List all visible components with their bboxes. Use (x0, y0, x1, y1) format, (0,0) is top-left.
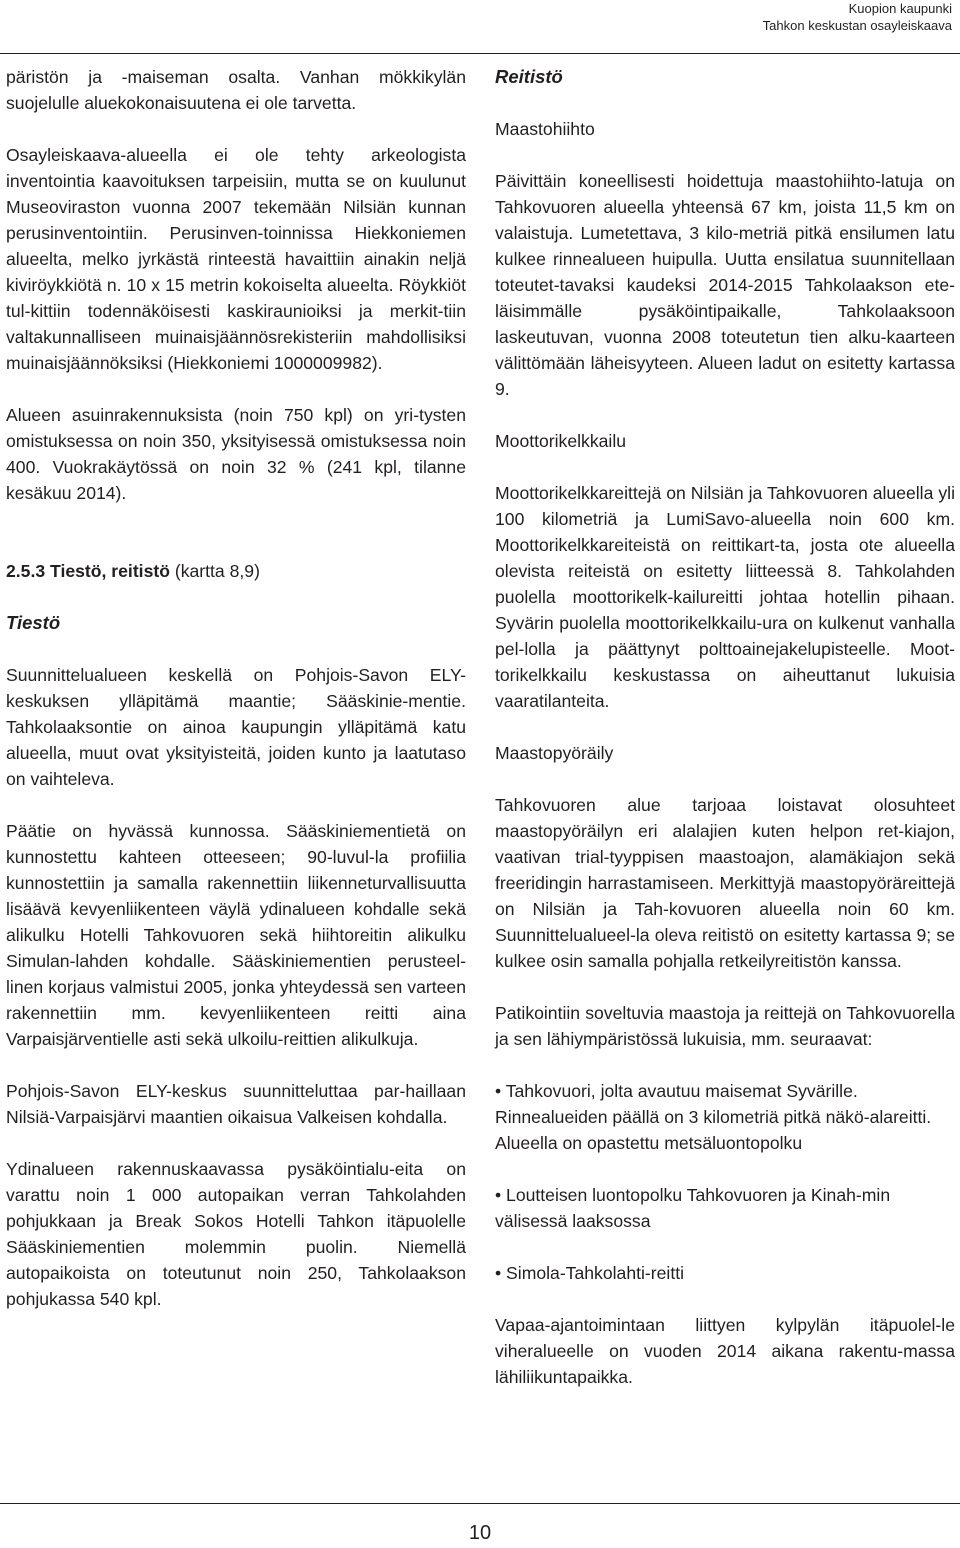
paragraph: Moottorikelkkareittejä on Nilsiän ja Tahkovuoren alueella yli 100 kilometriä ja LumiSavo-alueella noin 600 km. Moottorikelkkareiteistä on reittikart-ta, josta ote alueella olevista reiteistä on esitetty liitteessä 8. Tahkolahden puolella moottorikelk-kailureitti johtaa hotellin pihaan. Syvärin puolella moottorikelkkailu-ura on kulkenut vanhalla pel-lolla ja päättynyt polttoainejakelupisteelle. Moot-torikelkkailu keskustassa on aiheuttanut lukuisia vaaratilanteita. (495, 483, 955, 711)
subheading-reitisto: Reitistö (495, 66, 563, 87)
paragraph: Suunnittelualueen keskellä on Pohjois-Savon ELY-keskuksen ylläpitämä maantie; Sääskinie-mentie. Tahkolaaksontie on ainoa kaupungin ylläpitämä katu alueella, muut ovat yksityisteitä, joiden kunto ja laatutaso on vaihteleva. (6, 665, 466, 789)
paragraph: Ydinalueen rakennuskaavassa pysäköintialu-eita on varattu noin 1 000 autopaikan verran Tahkolahden pohjukkaan ja Break Sokos Hotelli Tahkon itäpuolelle Sääskiniementien molemmin puolin. Niemellä autopaikoista on toteutunut noin 250, Tahkolaakson pohjukassa 540 kpl. (6, 1159, 466, 1309)
page-header (763, 0, 952, 34)
paragraph: Päätie on hyvässä kunnossa. Sääskiniementietä on kunnostettu kahteen otteeseen; 90-luvul-la profiilia kunnostettiin ja samalla rakennettiin liikenneturvallisuutta lisäävä kevyenliikenteen väylä ydinalueen kohdalle sekä alikulku Hotelli Tahkovuoren sekä hiihtoreitin alikulku Simulan-lahden kohdalle. Sääskiniementien perusteel-linen korjaus valmistui 2005, jonka yhteydessä sen varteen rakennettiin mm. kevyenliikenteen reitti aina Varpaisjärventielle asti sekä ulkoilu-reittien alikulkuja. (6, 821, 466, 1049)
header-organization: Kuopion kaupunki (848, 1, 952, 16)
heading-maastopyoraily: Maastopyöräily (495, 743, 614, 763)
paragraph: Patikointiin soveltuvia maastoja ja reittejä on Tahkovuorella ja sen lähiympäristössä lukuisia, mm. seuraavat: (495, 1003, 955, 1049)
paragraph: Alueen asuinrakennuksista (noin 750 kpl) on yri-tysten omistuksessa on noin 350, yksityisessä omistuksessa noin 400. Vuokrakäytössä on noin 32 % (241 kpl, tilanne kesäkuu 2014). (6, 405, 466, 503)
paragraph: päristön ja -maiseman osalta. Vanhan mökkikylän suojelulle aluekokonaisuutena ei ole tarvetta. (6, 67, 466, 113)
paragraph: Tahkovuoren alue tarjoaa loistavat olosuhteet maastopyöräilyn eri alalajien kuten helpon ret-kiajon, vaativan trial-tyyppisen maastoajon, alamäkiajon sekä freeridingin harrastamiseen. Merkittyjä maastopyöräreittejä on Nilsiän ja Tah-kovuoren alueella noin 60 km. Suunnittelualueel-la oleva reitistö on esitetty kartassa 9; se kulkee osin samalla pohjalla retkeilyreitistön kanssa. (495, 795, 955, 971)
paragraph: Pohjois-Savon ELY-keskus suunnitteluttaa par-haillaan Nilsiä-Varpaisjärvi maantien oikaisua Valkeisen kohdalla. (6, 1081, 466, 1127)
subheading-tiesto: Tiestö (6, 612, 61, 633)
header-rule (0, 53, 960, 54)
paragraph: Osayleiskaava-alueella ei ole tehty arkeologista inventointia kaavoituksen tarpeisiin, mutta se on kuulunut Museoviraston vuonna 2007 tekemään Nilsiän kunnan perusinventointiin. Perusinven-toinnissa Hiekkoniemen alueelta, melko jyrkästä rinteestä havaittiin ainakin neljä kiviröykkiötä n. 10 x 15 metrin kokoiselta alueelta. Röykkiöt tul-kittiin todennäköisesti kaskiraunioiksi ja merkit-tiin valtakunnalliseen muinaisjäännösrekisteriin mahdollisiksi muinaisjäännöksiksi (Hiekkoniemi 1000009982). (6, 145, 466, 373)
paragraph: Päivittäin koneellisesti hoidettuja maastohiihto-latuja on Tahkovuoren alueella yhteensä 67 km, joista 11,5 km on valaistuja. Lumetettava, 3 kilo-metriä pitkä ensilumen latu kulkee rinnealueen huipulla. Uutta ensilatua suunnitellaan toteutet-tavaksi kaudeksi 2014-2015 Tahkolaakson ete-läisimmälle pysäköintipaikalle, Tahkolaaksoon laskeutuvan, vuonna 2008 toteutetun tien alku-kaarteen välittömään läheisyyteen. Alueen ladut on esitetty kartassa 9. (495, 171, 955, 399)
page-number: 10 (468, 1522, 492, 1544)
section-reference: (kartta 8,9) (174, 561, 260, 581)
section-number: 2.5.3 (6, 561, 46, 581)
list-item: • Tahkovuori, jolta avautuu maisemat Syvärille. Rinnealueiden päällä on 3 kilometriä pitkä näkö-alareitti. Alueella on opastettu metsäluontopolku (495, 1081, 932, 1153)
heading-maastohiihto: Maastohiihto (495, 119, 595, 139)
list-item: • Loutteisen luontopolku Tahkovuoren ja Kinah-min välisessä laaksossa (495, 1185, 891, 1231)
heading-moottorikelkkailu: Moottorikelkkailu (495, 431, 627, 451)
header-document-title: Tahkon keskustan osayleiskaava (762, 18, 952, 33)
section-heading (6, 558, 466, 584)
section-title: Tiestö, reitistö (50, 561, 170, 581)
route-list (495, 1078, 955, 1286)
footer-rule (0, 1503, 960, 1504)
left-column (6, 64, 466, 1312)
paragraph: Vapaa-ajantoimintaan liittyen kylpylän itäpuolel-le viheralueelle on vuoden 2014 aikana rakentu-massa lähiliikuntapaikka. (495, 1315, 955, 1387)
list-item: • Simola-Tahkolahti-reitti (495, 1263, 685, 1283)
right-column (495, 64, 955, 1390)
